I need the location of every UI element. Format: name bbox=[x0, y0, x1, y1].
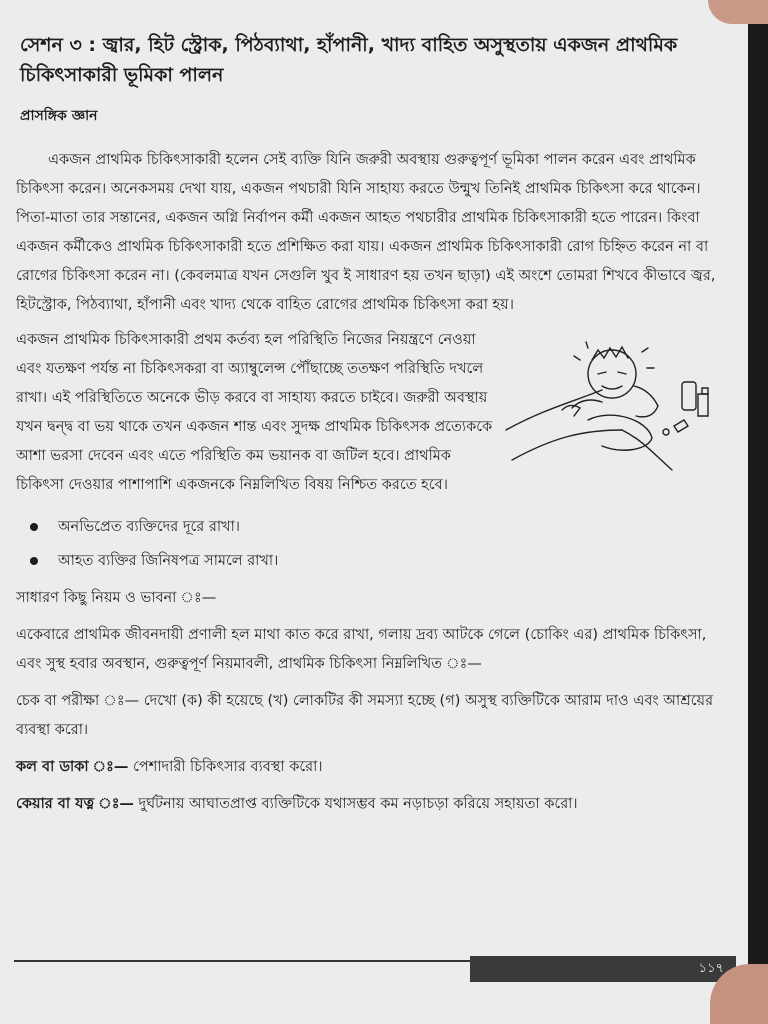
bullet-dot-icon bbox=[30, 523, 38, 531]
intro-paragraph: একজন প্রাথমিক চিকিৎসাকারী হলেন সেই ব্যক্তি যিনি জরুরী অবস্থায় গুরুত্বপূর্ণ ভূমিকা পালন করেন এবং প্রাথমিক চিকিৎসা করেন। অনেকসময় দেখা যায়, একজন পথচারী যিনি সাহায্য করতে উন্মুখ তিনিই প্রাথমিক চিকিৎসা করে থাকেন। পিতা-মাতা তার সন্তানের, একজন অগ্নি নির্বাপন কর্মী একজন আহত পথচারীর প্রাথমিক চিকিৎসাকারী হতে পারেন। কিংবা একজন কর্মীকেও প্রাথমিক চিকিৎসাকারী হতে প্রশিক্ষিত করা যায়। একজন প্রাথমিক চিকিৎসাকারী রোগ চিহ্নিত করেন না বা রোগের চিকিৎসা করেন না। (কেবলমাত্র যখন সেগুলি খুব ই সাধারণ হয় তখন ছাড়া) এই অংশে তোমরা শিখবে কীভাবে জ্বর, হিটস্ট্রোক, পিঠব্যাথা, হাঁপানী এবং খাদ্য থেকে বাহিত রোগের প্রাথমিক চিকিৎসা করা হয়। bbox=[16, 152, 716, 313]
bullet-text: আহত ব্যক্তির জিনিষপত্র সামলে রাখা। bbox=[58, 553, 279, 569]
duty-paragraph: একজন প্রাথমিক চিকিৎসাকারী প্রথম কর্তব্য হল পরিস্থিতি নিজের নিয়ন্ত্রণে নেওয়া এবং যতক্ষণ পর্যন্ত না চিকিৎসকরা বা অ্যাম্বুলেন্স পৌঁছাচ্ছে ততক্ষণ পরিস্থিতি দখলে রাখা। এই পরিস্থিতিতে অনেকে ভীড় করবে বা সাহায্য করতে চাইবে। জরুরী অবস্থায় যখন দ্বন্দ্ব বা ভয় থাকে তখন একজন শান্ত এবং সুদক্ষ প্রাথমিক চিকিৎসক প্রত্যেককে আশা ভরসা দেবেন এবং এতে পরিস্থিতি কম ভয়ানক বা জটিল হবে। প্রাথমিক চিকিৎসা দেওয়ার পাশাপাশি একজনকে নিম্নলিখিত বিষয় নিশ্চিত করতে হবে। bbox=[16, 332, 493, 493]
section-subheading: প্রাসঙ্গিক জ্ঞান bbox=[20, 108, 98, 124]
bullet-item bbox=[16, 544, 724, 578]
bullet-text: অনভিপ্রেত ব্যক্তিদের দূরে রাখা। bbox=[58, 519, 240, 535]
bullet-dot-icon bbox=[30, 557, 38, 565]
page-number: ১১৭ bbox=[470, 956, 736, 982]
bullet-item bbox=[16, 510, 724, 544]
session-title: সেশন ৩ : জ্বার, হিট স্ট্রোক, পিঠব্যাথা, হাঁপানী, খাদ্য বাহিত অসুস্থতায় একজন প্রাথমিক চিকিৎসাকারী ভূমিকা পালন bbox=[20, 34, 678, 86]
bullet-list bbox=[16, 510, 724, 578]
care-text: দুর্ঘটনায় আঘাতপ্রাপ্ত ব্যক্তিটিকে যথাসম্ভব কম নড়াচড়া করিয়ে সহায়তা করো। bbox=[138, 796, 578, 812]
general-rules-heading: সাধারণ কিছু নিয়ম ও ভাবনা ঃ— bbox=[16, 590, 217, 606]
page-content bbox=[16, 30, 724, 819]
call-paragraph bbox=[16, 753, 724, 782]
call-label: কল বা ডাকা ঃ— bbox=[16, 759, 129, 775]
sick-person-illustration bbox=[502, 330, 724, 480]
care-label: কেয়ার বা যত্ন ঃ— bbox=[16, 796, 134, 812]
first-aider-duty-section bbox=[16, 326, 724, 500]
lifesaving-paragraph: একেবারে প্রাথমিক জীবনদায়ী প্রণালী হল মাথা কাত করে রাখা, গলায় দ্রব্য আটকে গেলে (চোকিং এর) প্রাথমিক চিকিৎসা, এবং সুস্থ হবার অবস্থান, গুরুত্বপূর্ণ নিয়মাবলী, প্রাথমিক চিকিৎসা নিম্নলিখিত ঃ— bbox=[16, 627, 707, 672]
care-paragraph bbox=[16, 790, 724, 819]
call-text: পেশাদারী চিকিৎসার ব্যবস্থা করো। bbox=[132, 759, 323, 775]
check-paragraph: চেক বা পরীক্ষা ঃ— দেখো (ক) কী হয়েছে (খ) লোকটির কী সমস্যা হচ্ছে (গ) অসুস্থ ব্যক্তিটিকে আরাম দাও এবং আশ্রয়ের ব্যবস্থা করো। bbox=[16, 693, 714, 738]
